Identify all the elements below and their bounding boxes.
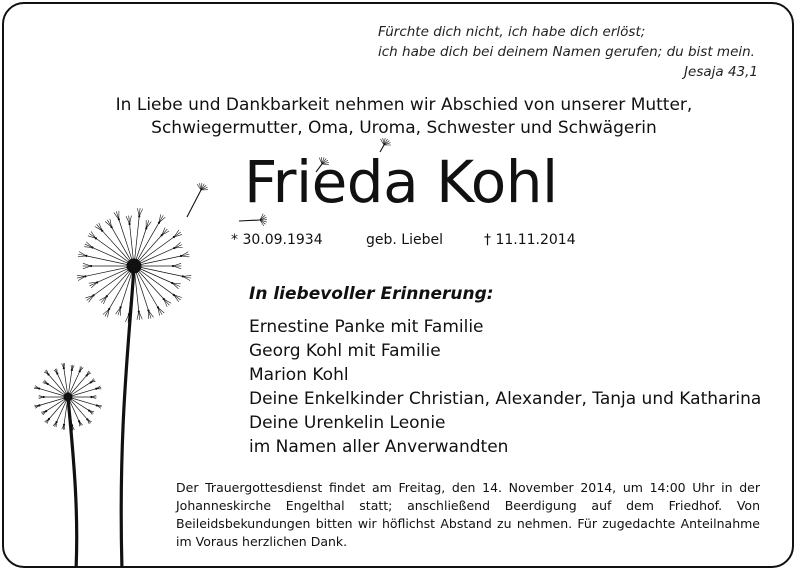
quote-line-1: Fürchte dich nicht, ich habe dich erlöst;	[378, 24, 646, 40]
birth-date: * 30.09.1934	[231, 232, 323, 248]
mourner-item: Ernestine Panke mit Familie	[249, 317, 484, 337]
mourner-item: Deine Urenkelin Leonie	[249, 413, 446, 433]
deceased-name: Frieda Kohl	[244, 148, 558, 216]
mourner-item: im Namen aller Anverwandten	[249, 437, 509, 457]
small-dandelion-icon	[34, 363, 102, 568]
intro-line-1: In Liebe und Dankbarkeit nehmen wir Abschied von unserer Mutter,	[115, 95, 693, 115]
maiden-name: geb. Liebel	[366, 232, 443, 248]
mourner-item: Deine Enkelkinder Christian, Alexander, Tanja und Katharina	[249, 389, 762, 409]
quote-source: Jesaja 43,1	[684, 64, 758, 80]
memory-heading: In liebevoller Erinnerung:	[249, 284, 494, 304]
dandelion-icon	[77, 208, 191, 568]
farewell-intro	[64, 94, 744, 140]
funeral-notice: Der Trauergottesdienst findet am Freitag, den 14. November 2014, um 14:00 Uhr in der Johanneskirche Engelthal statt; anschließend Beerdigung auf dem Friedhof. Von Beileidsbekundungen bitten wir höflichst Abstand zu nehmen. Für zugedachte Anteilnahme im Voraus herzlichen Dank.	[176, 480, 760, 549]
mourners-list	[249, 315, 761, 459]
death-date: † 11.11.2014	[484, 232, 576, 248]
quote-line-2: ich habe dich bei deinem Namen gerufen; du bist mein.	[378, 44, 755, 60]
obituary-card	[2, 2, 794, 568]
mourner-item: Georg Kohl mit Familie	[249, 341, 441, 361]
bible-quote	[378, 22, 758, 82]
intro-line-2: Schwiegermutter, Oma, Uroma, Schwester und Schwägerin	[151, 118, 657, 138]
mourner-item: Marion Kohl	[249, 365, 349, 385]
